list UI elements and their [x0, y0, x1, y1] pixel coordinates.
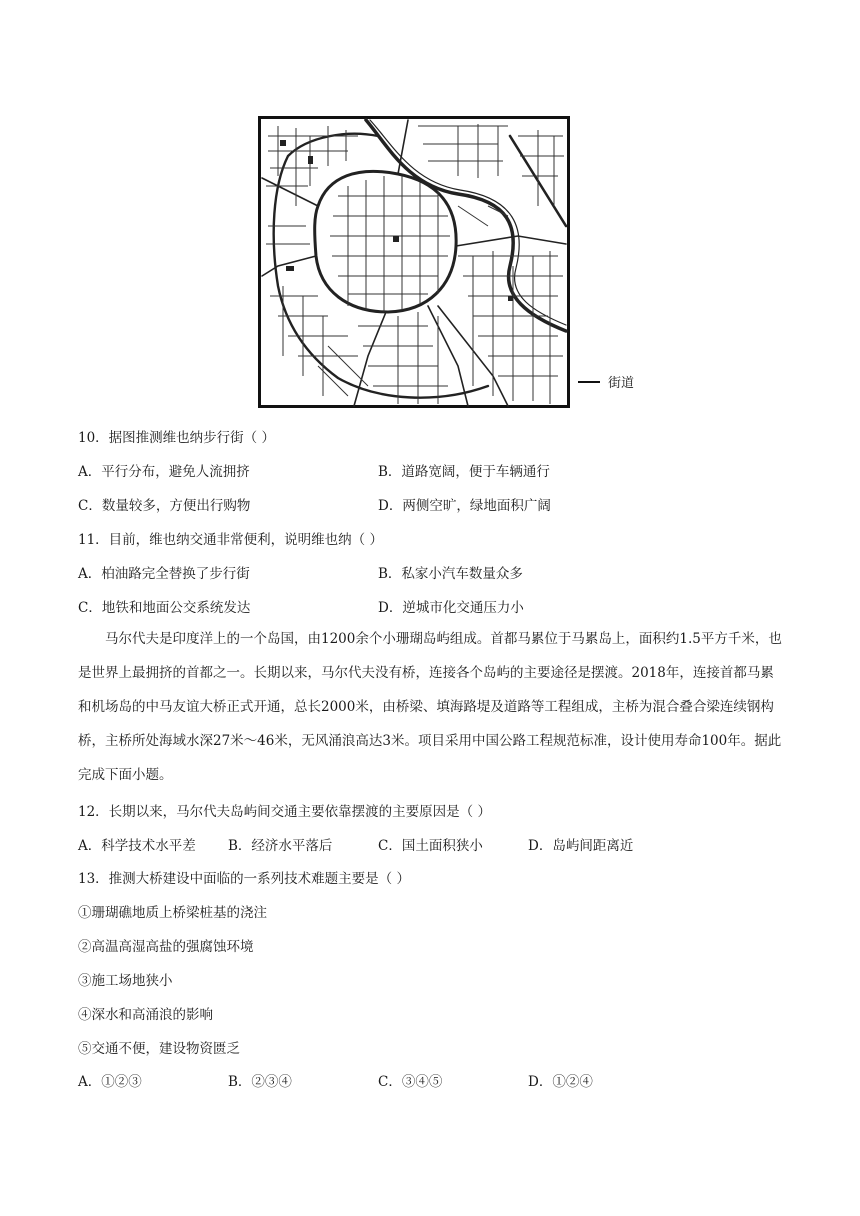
q12-option-b: B．经济水平落后 [228, 838, 333, 854]
q10-option-c: C．数量较多，方便出行购物 [78, 498, 251, 514]
q11-option-d: D．逆城市化交通压力小 [378, 600, 524, 616]
question-11-stem: 11．目前，维也纳交通非常便利，说明维也纳（ ） [78, 532, 383, 548]
street-line-icon [578, 381, 600, 383]
q10-option-b: B．道路宽阔，便于车辆通行 [378, 464, 550, 480]
q11-option-a: A．柏油路完全替换了步行街 [78, 566, 250, 582]
map-legend [578, 372, 634, 391]
q12-option-a: A．科学技术水平差 [78, 838, 196, 854]
q13-option-a: A．①②③ [78, 1074, 142, 1090]
q11-option-b: B．私家小汽车数量众多 [378, 566, 523, 582]
question-12-stem: 12．长期以来，马尔代夫岛屿间交通主要依靠摆渡的主要原因是（ ） [78, 804, 491, 820]
q13-item-1: ①珊瑚礁地质上桥梁桩基的浇注 [78, 905, 267, 921]
q13-option-b: B．②③④ [228, 1074, 292, 1090]
q13-option-d: D．①②④ [528, 1074, 593, 1090]
q10-option-d: D．两侧空旷，绿地面积广阔 [378, 498, 551, 514]
passage-text: 马尔代夫是印度洋上的一个岛国，由1200余个小珊瑚岛屿组成。首都马累位于马累岛上，面积约1.5平方千米，也是世界上最拥挤的首都之一。长期以来，马尔代夫没有桥，连接各个岛屿的主要途径是摆渡。2018年，连接首都马累和机场岛的中马友谊大桥正式开通，总长2000米，由桥梁、填海路堤及道路等工程组成，主桥为混合叠合梁连续钢构桥，主桥所处海域水深27米～46米，无风涌浪高达3米。项目采用中国公路工程规范标准，设计使用寿命100年。据此完成下面小题。 [78, 631, 782, 783]
q10-option-a: A．平行分布，避免人流拥挤 [78, 464, 250, 480]
q11-option-c: C．地铁和地面公交系统发达 [78, 600, 251, 616]
question-10-stem: 10．据图推测维也纳步行街（ ） [78, 430, 275, 446]
maldives-passage [78, 622, 784, 792]
q13-item-2: ②高温高湿高盐的强腐蚀环境 [78, 939, 254, 955]
q13-item-3: ③施工场地狭小 [78, 973, 173, 989]
question-13-stem: 13．推测大桥建设中面临的一系列技术难题主要是（ ） [78, 871, 410, 887]
q12-option-d: D．岛屿间距离近 [528, 838, 634, 854]
q13-item-4: ④深水和高涌浪的影响 [78, 1007, 213, 1023]
q13-option-c: C．③④⑤ [378, 1074, 443, 1090]
q12-option-c: C．国土面积狭小 [378, 838, 483, 854]
q13-item-5: ⑤交通不便，建设物资匮乏 [78, 1041, 240, 1057]
legend-label: 街道 [608, 376, 635, 391]
vienna-street-map [258, 116, 570, 408]
